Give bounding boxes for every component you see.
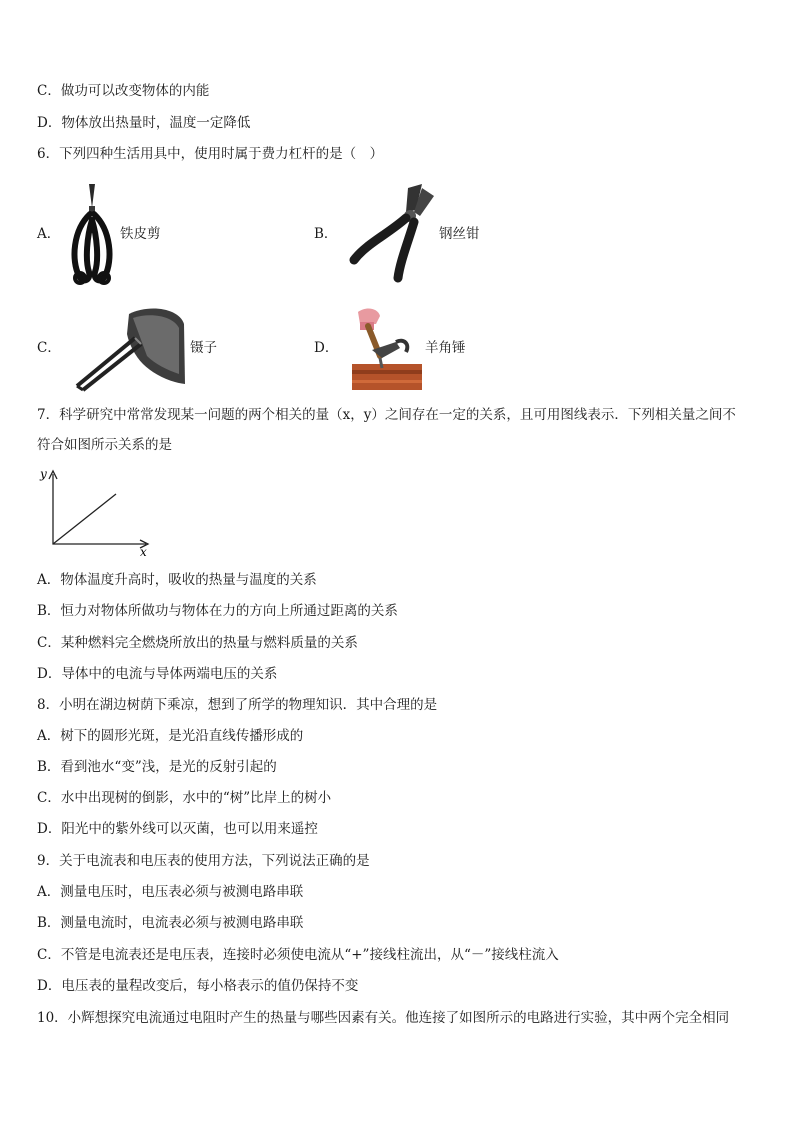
- q7-stem-line-2: 符合如图所示关系的是: [37, 437, 172, 453]
- q5-option-c: C．做功可以改变物体的内能: [37, 83, 210, 99]
- q8-option-d: D．阳光中的紫外线可以灭菌，也可以用来遥控: [37, 821, 318, 837]
- q6-options-row-1: [37, 178, 757, 288]
- q8-option-b: B．看到池水“变”浅，是光的反射引起的: [37, 759, 277, 775]
- q5-option-d: D．物体放出热量时，温度一定降低: [37, 115, 251, 131]
- tin-snips-icon: [67, 180, 117, 288]
- q7-xy-graph: [38, 466, 158, 558]
- q7-option-a: A．物体温度升高时，吸收的热量与温度的关系: [37, 572, 317, 588]
- q6-options-row-2: [37, 292, 757, 402]
- q7-option-c: C．某种燃料完全燃烧所放出的热量与燃料质量的关系: [37, 635, 358, 651]
- q6-option-d-letter: D．: [314, 340, 339, 356]
- pliers-icon: [348, 180, 438, 284]
- q6-option-d-caption: 羊角锤: [425, 340, 466, 356]
- q6-option-b-caption: 钢丝钳: [439, 226, 480, 242]
- q6-option-b-letter: B．: [314, 226, 338, 242]
- q6-option-c: [37, 292, 307, 402]
- q7-graph-y-label: y: [40, 467, 47, 481]
- q6-option-d: [314, 292, 564, 402]
- q7-option-d: D．导体中的电流与导体两端电压的关系: [37, 666, 278, 682]
- q7-graph-x-label: x: [140, 545, 147, 558]
- q9-option-a: A．测量电压时，电压表必须与被测电路串联: [37, 884, 304, 900]
- q6-option-c-letter: C．: [37, 340, 61, 356]
- q6-option-a-caption: 铁皮剪: [120, 226, 161, 242]
- q8-option-a: A．树下的圆形光斑，是光沿直线传播形成的: [37, 728, 304, 744]
- q6-option-b: [314, 178, 564, 288]
- q6-option-a: [37, 178, 307, 288]
- claw-hammer-icon: [352, 306, 422, 390]
- q9-option-d: D．电压表的量程改变后，每小格表示的值仍保持不变: [37, 978, 359, 994]
- q6-stem: 6．下列四种生活用具中，使用时属于费力杠杆的是（ ）: [37, 146, 384, 162]
- q6-option-a-letter: A．: [37, 226, 61, 242]
- q6-option-c-caption: 镊子: [190, 340, 217, 356]
- q8-option-c: C．水中出现树的倒影，水中的“树”比岸上的树小: [37, 790, 332, 806]
- q9-option-c: C．不管是电流表还是电压表，连接时必须使电流从“+”接线柱流出，从“－”接线柱流入: [37, 947, 559, 963]
- q10-stem: 10．小辉想探究电流通过电阻时产生的热量与哪些因素有关。他连接了如图所示的电路进行实验，其中两个完全相同: [37, 1010, 730, 1026]
- q8-stem: 8．小明在湖边树荫下乘凉，想到了所学的物理知识．其中合理的是: [37, 697, 438, 713]
- q9-option-b: B．测量电流时，电流表必须与被测电路串联: [37, 915, 304, 931]
- q7-stem-line-1: 7．科学研究中常常发现某一问题的两个相关的量（x，y）之间存在一定的关系，且可用图线表示．下列相关量之间不: [37, 407, 736, 423]
- tweezers-icon: [69, 304, 189, 394]
- q9-stem: 9．关于电流表和电压表的使用方法，下列说法正确的是: [37, 853, 370, 869]
- q7-option-b: B．恒力对物体所做功与物体在力的方向上所通过距离的关系: [37, 603, 398, 619]
